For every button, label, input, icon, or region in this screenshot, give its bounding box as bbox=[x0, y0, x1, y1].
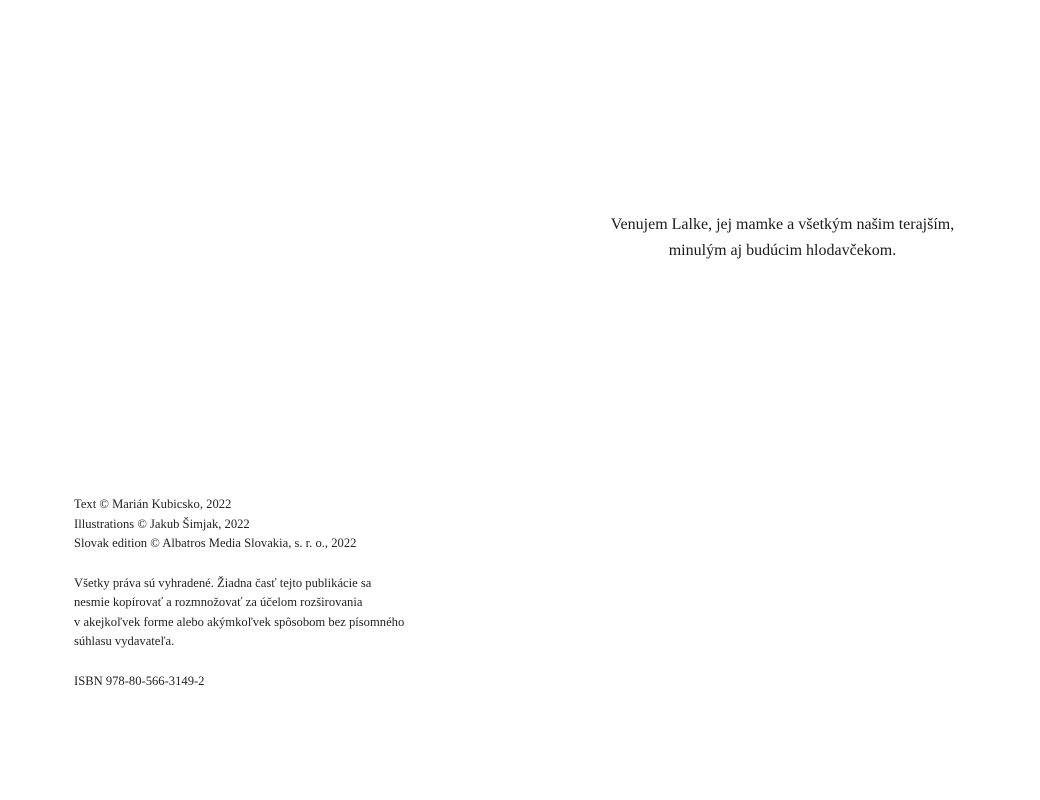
spacer bbox=[74, 554, 494, 574]
dedication bbox=[560, 212, 1005, 264]
isbn: ISBN 978-80-566-3149-2 bbox=[74, 673, 205, 688]
dedication-line: minulým aj budúcim hlodavčekom. bbox=[668, 242, 897, 259]
right-page bbox=[520, 0, 1040, 800]
dedication-line: Venujem Lalke, jej mamke a všetkým našim terajším, bbox=[610, 216, 955, 233]
copyright-block bbox=[74, 495, 494, 554]
rights-line: v akejkoľvek forme alebo akýmkoľvek spôsobom bez písomného bbox=[74, 614, 405, 629]
spacer bbox=[74, 652, 494, 672]
rights-line: nesmie kopírovať a rozmnožovať za účelom rozširovania bbox=[74, 595, 363, 609]
copyright-edition-line: Slovak edition © Albatros Media Slovakia, s. r. o., 2022 bbox=[74, 536, 357, 550]
rights-line: Všetky práva sú vyhradené. Žiadna časť tejto publikácie sa bbox=[74, 575, 372, 590]
rights-block bbox=[74, 574, 494, 652]
rights-line: súhlasu vydavateľa. bbox=[74, 634, 175, 648]
colophon bbox=[74, 495, 494, 691]
copyright-illustrations-line: Illustrations © Jakub Šimjak, 2022 bbox=[74, 516, 250, 531]
copyright-text-line: Text © Marián Kubicsko, 2022 bbox=[74, 497, 232, 511]
